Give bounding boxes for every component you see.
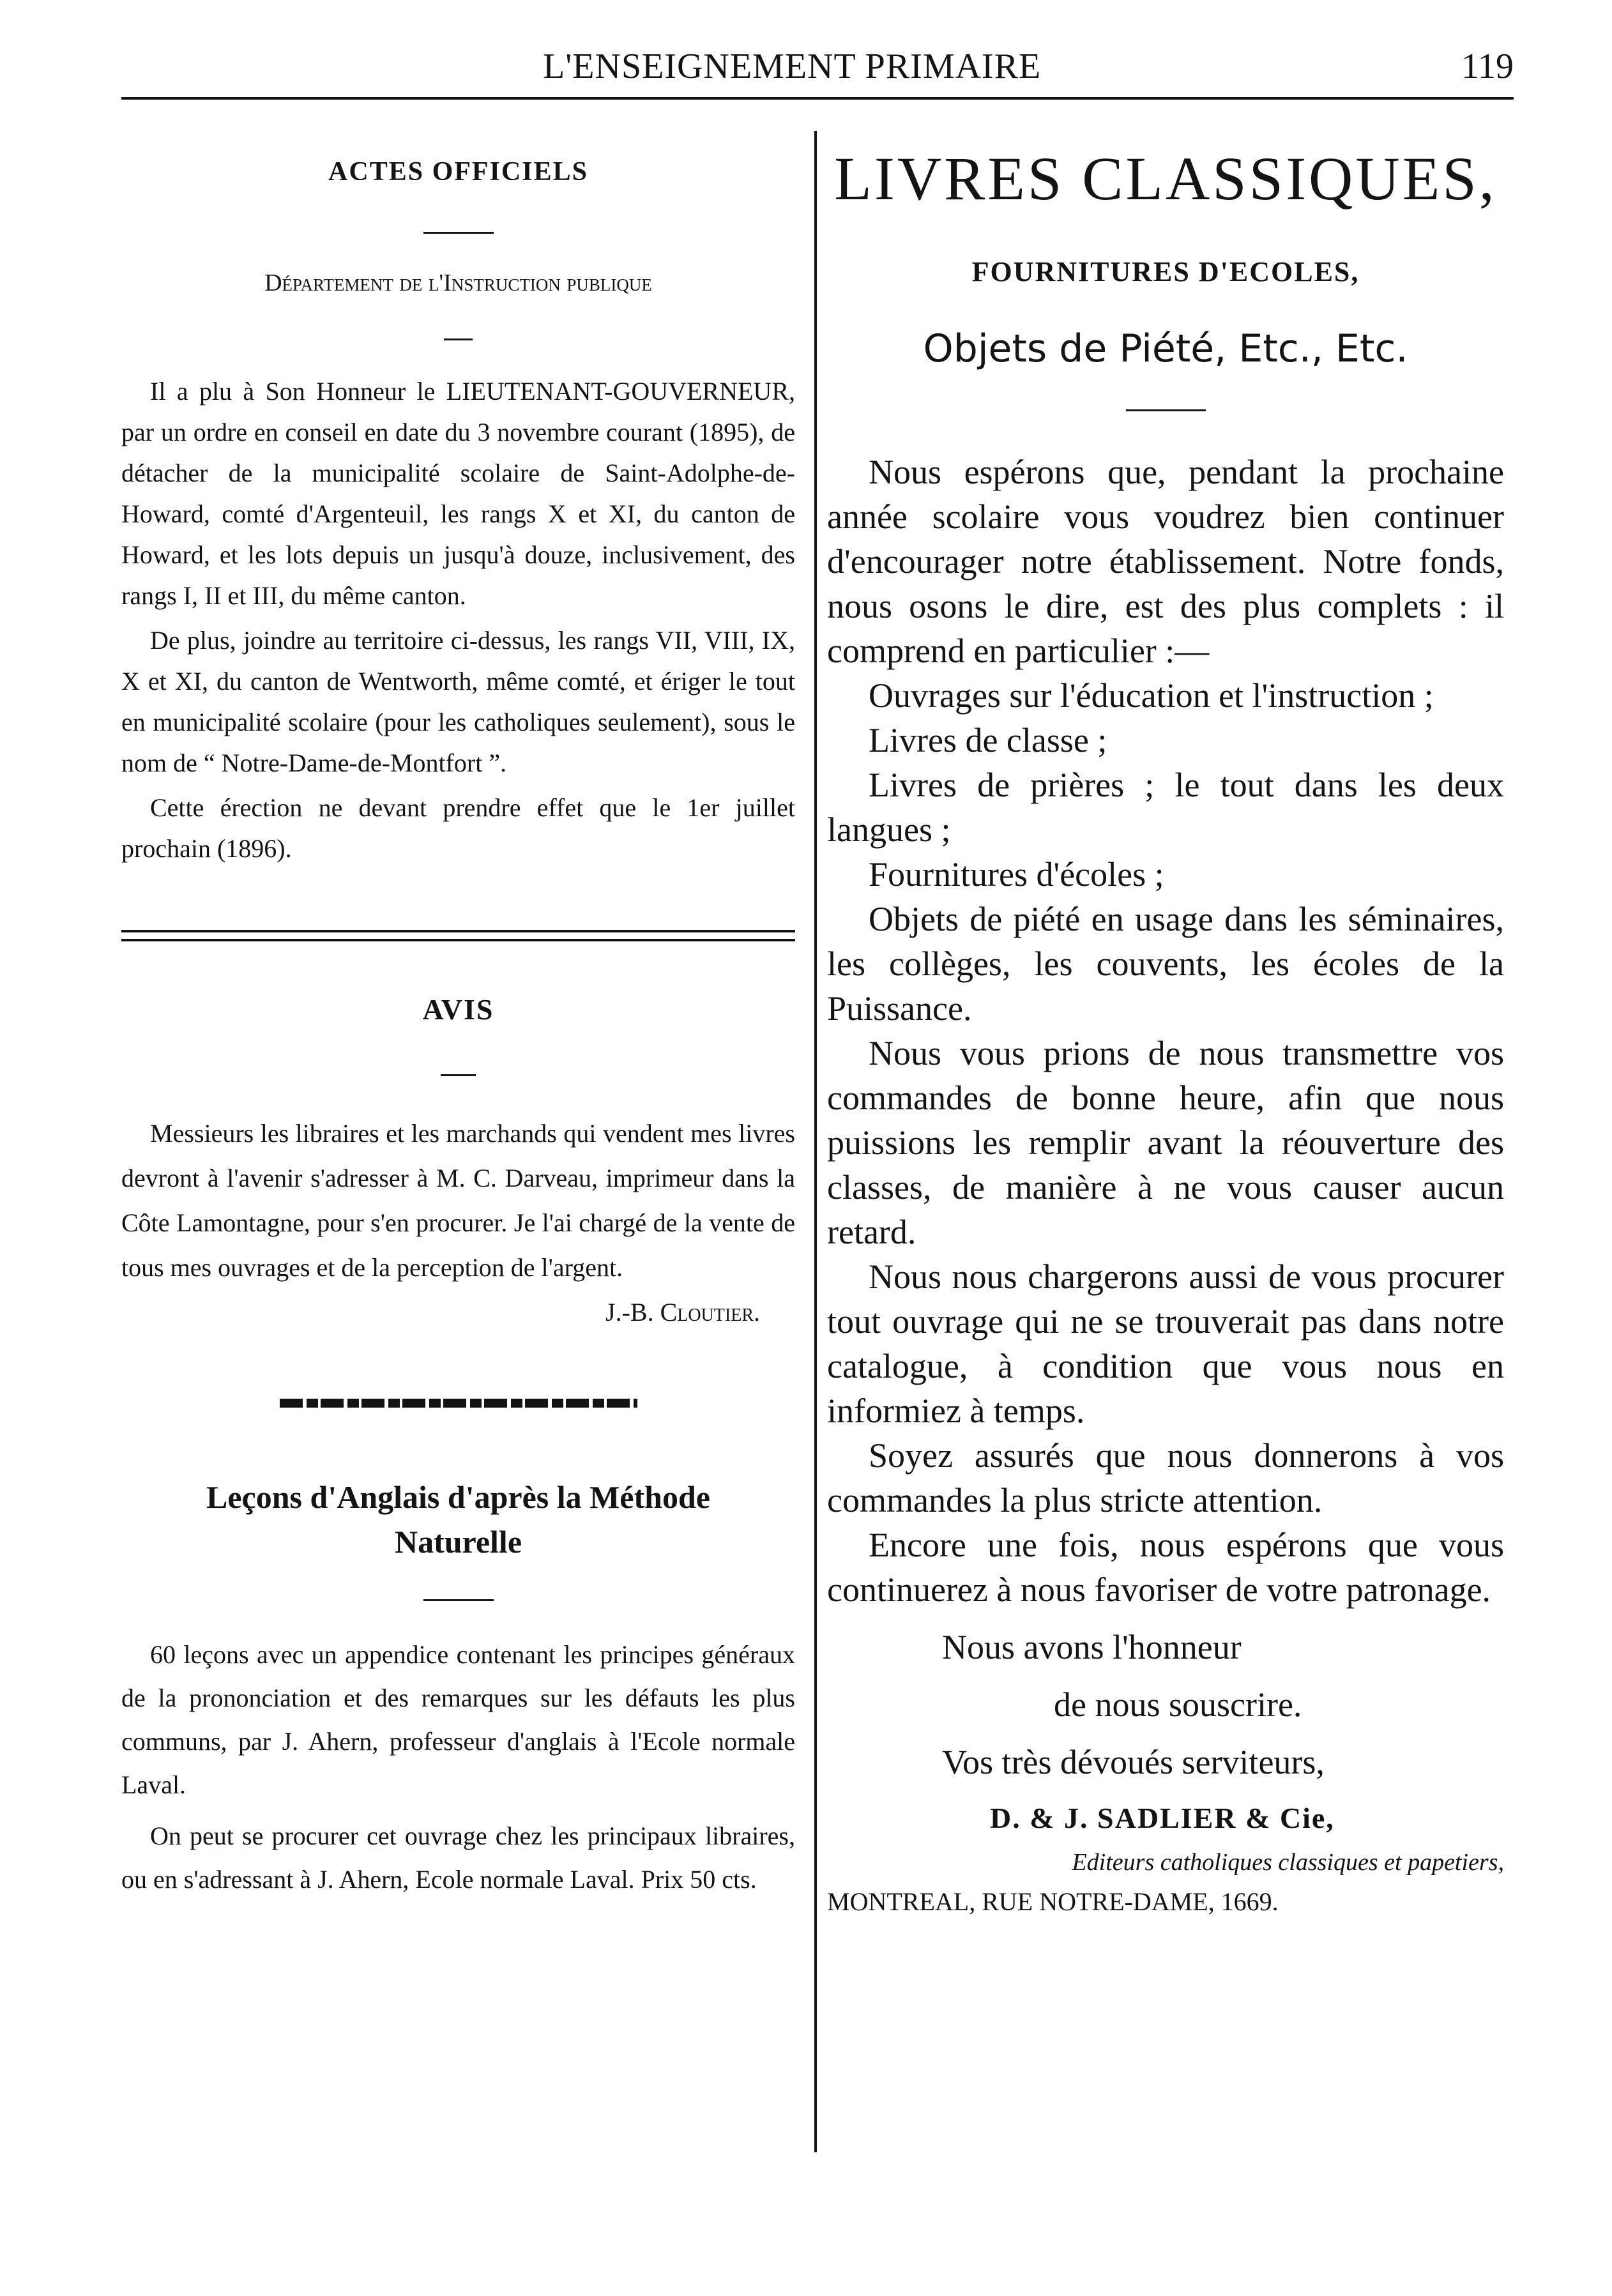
paragraph: Il a plu à Son Honneur le LIEUTENANT-GOUVERNEUR, par un ordre en conseil en date du 3 novembre courant (1895), de détacher de la municipalité scolaire de Saint-Adolphe-de-Howard, comté d'Argenteuil, les rangs X et XI, du canton de Howard, et les lots depuis un jusqu'à douze, inclusivement, des rangs I, II et III, du même canton. — [121, 377, 795, 610]
separator-dash — [423, 232, 494, 234]
department-heading: Département de l'Instruction publique — [264, 270, 652, 296]
paragraph: Cette érection ne devant prendre effet que le 1er juillet prochain (1896). — [121, 793, 795, 863]
left-column — [121, 134, 795, 1901]
avis-body — [121, 1111, 795, 1335]
separator-dash — [441, 1074, 476, 1076]
section-title: ACTES OFFICIELS — [328, 157, 588, 186]
separator-dash — [423, 1599, 494, 1601]
separator-dash — [444, 338, 473, 340]
running-header — [121, 40, 1514, 97]
ad-subtitle-2: Objets de Piété, Etc., Etc. — [923, 326, 1408, 371]
actes-body — [121, 371, 795, 869]
double-rule — [121, 930, 795, 941]
paragraph: On peut se procurer cet ouvrage chez les principaux libraires, ou en s'adressant à J. Ahern, Ecole normale Laval. Prix 50 cts. — [121, 1821, 795, 1894]
paragraph: Nous nous chargerons aussi de vous procurer tout ouvrage qui ne se trouverait pas dans notre catalogue, à condition que vous nous en informiez à temps. — [827, 1258, 1504, 1430]
ad-subtitle: FOURNITURES D'ECOLES, — [971, 256, 1360, 287]
list-item: Fournitures d'écoles ; — [869, 855, 1164, 893]
publisher-name: D. & J. SADLIER & Cie, — [990, 1802, 1335, 1834]
lecons-section — [121, 1475, 795, 1901]
closing — [827, 1618, 1504, 1791]
intro-paragraph: Nous espérons que, pendant la prochaine année scolaire vous voudrez bien continuer d'encourager notre établissement. Notre fonds, nous osons le dire, est des plus complets : il comprend en particulier :— — [827, 453, 1504, 670]
paragraph: De plus, joindre au territoire ci-dessus, les rangs VII, VIII, IX, X et XI, du canton de Wentworth, même comté, et ériger le tout en municipalité scolaire (pour les catholiques seulement), sous le nom de “ Notre-Dame-de-Montfort ”. — [121, 626, 795, 777]
page-number: 119 — [1461, 47, 1514, 86]
list-item: Livres de classe ; — [869, 721, 1107, 759]
ornamental-rule — [280, 1399, 637, 1408]
lecons-body — [121, 1633, 795, 1901]
section-title — [121, 1475, 795, 1564]
right-column — [827, 134, 1504, 1921]
closing-line: de nous souscrire. — [1054, 1685, 1302, 1724]
ad-body — [827, 450, 1504, 1612]
paragraph: Encore une fois, nous espérons que vous continuerez à nous favoriser de votre patronage. — [827, 1526, 1504, 1609]
journal-title: L'ENSEIGNEMENT PRIMAIRE — [543, 47, 1042, 86]
paragraph: 60 leçons avec un appendice contenant les principes généraux de la prononciation et des remarques sur les défauts les plus communs, par J. Ahern, professeur d'anglais à l'Ecole normale Laval. — [121, 1640, 795, 1799]
list-item: Livres de prières ; le tout dans les deux langues ; — [827, 766, 1504, 849]
list-item: Ouvrages sur l'éducation et l'instruction ; — [869, 676, 1434, 715]
separator-dash — [1126, 409, 1206, 411]
signature-text: J.-B. Cloutier. — [605, 1298, 760, 1327]
avis-section — [121, 992, 795, 1335]
actes-officiels-section — [121, 156, 795, 869]
header-rule — [121, 97, 1514, 100]
closing-line: Vos très dévoués serviteurs, — [942, 1743, 1325, 1781]
paragraph: Messieurs les libraires et les marchands qui vendent mes livres devront à l'avenir s'adresser à M. C. Darveau, imprimeur dans la Côte Lamontagne, pour s'en procurer. Je l'ai chargé de la vente de tous mes ouvrages et de la perception de l'argent. — [121, 1119, 795, 1282]
closing-line: Nous avons l'honneur — [942, 1628, 1242, 1666]
title-line: Naturelle — [394, 1524, 522, 1560]
section-title: AVIS — [422, 993, 494, 1026]
publisher-address: MONTREAL, RUE NOTRE-DAME, 1669. — [827, 1887, 1279, 1916]
paragraph: Soyez assurés que nous donnerons à vos commandes la plus stricte attention. — [827, 1436, 1504, 1519]
column-divider — [814, 131, 817, 2152]
ad-title: LIVRES CLASSIQUES, — [834, 144, 1497, 213]
list-item: Objets de piété en usage dans les séminaires, les collèges, les couvents, les écoles de la Puissance. — [827, 900, 1504, 1028]
paragraph: Nous vous prions de nous transmettre vos commandes de bonne heure, afin que nous puissions les remplir avant la réouverture des classes, de manière à ne vous causer aucun retard. — [827, 1034, 1504, 1251]
title-line: Leçons d'Anglais d'après la Méthode — [206, 1479, 710, 1515]
signature — [121, 1290, 795, 1335]
publisher-description: Editeurs catholiques classiques et papetiers, — [1072, 1849, 1504, 1876]
